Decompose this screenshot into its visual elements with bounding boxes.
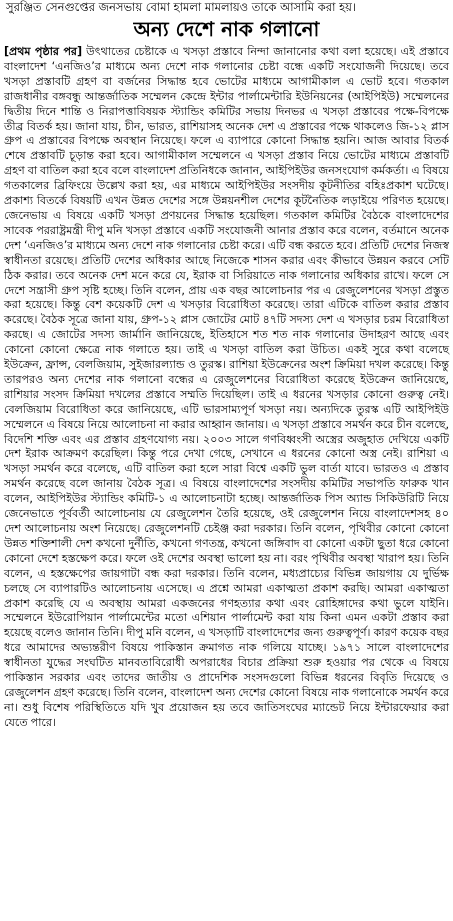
- article-headline: অন্য দেশে নাক গলানো: [133, 17, 320, 41]
- article-body: [4, 45, 449, 731]
- article-text: উৎথাতের চেষ্টাকে এ খসড়া প্রস্তাবে নিন্দা জানানোর কথা বলা হয়েছে। এই প্রস্তাবে বাংলাদেশ ‘এনজিও’র মাধ্যমে অন্য দেশে নাক গলানোর চেষ্টা বন্ধে একটি সংযোজনী দিয়েছে। তবে খসড়া প্রস্তাবটি গ্রহণ বা বর্জনের সিদ্ধান্ত হবে ভোটের মাধ্যমে আগামীকাল এ ভোট হবে। গতকাল রাজধানীর বঙ্গবন্ধু আন্তর্জাতিক সম্মেলন কেন্দ্রে ইন্টার পার্লামেন্টারি ইউনিয়নের (আইপিইউ) সম্মেলনের দ্বিতীয় দিনে শান্তি ও নিরাপত্তাবিষয়ক স্ট্যান্ডিং কমিটির সভায় দিনভর এ খসড়া প্রস্তাবের পক্ষে-বিপক্ষে তীব্র বিতর্ক হয়। জানা যায়, চীন, ভারত, রাশিয়াসহ অনেক দেশ এ প্রস্তাবের পক্ষে থাকলেও জি-১২ প্লাস গ্রুপ এ প্রস্তাবের বিপক্ষে অবস্থান নিয়েছে। ফলে এ ব্যাপারে কোনো সিদ্ধান্ত হয়নি। আজ আবার বিতর্ক শেষে প্রস্তাবটি চূড়ান্ত করা হবে। আগামীকাল সম্মেলনে এ খসড়া প্রস্তাব নিয়ে ভোটের মাধ্যমে প্রস্তাবটি গ্রহণ বা বাতিল করা হবে বলে বাংলাদেশ প্রতিনিধকে জানান, আইপিইউর জনসংযোগ কর্মকর্তা। এ বিষয়ে গতকালের ব্রিফিংয়ে উল্লেখ করা হয়, এর মাধ্যমে আইপিইউর সংসদীয় কূটনীতির বহিঃপ্রকাশ ঘটেছে। প্রকাশ্য বিতর্কে বিষয়টি এখন উন্নত দেশের সঙ্গে উন্নয়নশীল দেশের কূটনৈতিক লড়াইয়ে পরিণত হয়েছে। জেনেভায় এ বিষয়ে একটি খসড়া প্রণয়নের সিদ্ধান্ত হয়েছিল। গতকাল কমিটির বৈঠকে বাংলাদেশের সাবেক পররাষ্ট্রমন্ত্রী দীপু মনি খসড়া প্রস্তাবে একটি সংযোজনী আনার প্রস্তাব করে বলেন, বর্তমানে অনেক দেশ ‘এনজিও’র মাধ্যমে অন্য দেশে নাক গলানোর চেষ্টা করে। এটি বন্ধ করতে হবে। প্রতিটি দেশের নিজস্ব স্বাধীনতা রয়েছে। প্রতিটি দেশের অধিকার আছে নিজেকে শাসন করার এবং কীভাবে উন্নয়ন করবে সেটি ঠিক করার। তবে অনেক দেশ মনে করে যে, ইরাক বা সিরিয়াতে নাক গলানোর অধিকার রাখে। ফলে সে দেশে সন্ত্রাসী গ্রুপ সৃষ্টি হচ্ছে। তিনি বলেন, প্রায় এক বছর আলোচনার পর এ রেজুলেশনের খসড়া প্রস্তুত করা হয়েছে। কিন্তু বেশ কয়েকটি দেশ এ খসড়ার বিরোধিতা করেছে। তারা এটিকে বাতিল করার প্রস্তাব করেছে। বৈঠক সূত্রে জানা যায়, গ্রুপ-১২ প্লাস জোটের মোট ৪৭টি সদস্য দেশ এ খসড়ার চরম বিরোধিতা করছে। এ জোটের সদস্য জার্মানি জানিয়েছে, ইতিহাসে শত শত নাক গলানোর উদাহরণ আছে এবং কোনো কোনো ক্ষেত্রে নাক গলাতে হয়। তাই এ খসড়া বাতিল করা উচিত। একই সুরে কথা বলেছে ইউক্রেন, ফ্রান্স, বেলজিয়াম, সুইজারল্যান্ড ও তুরস্ক। রাশিয়া ইউক্রেনের অংশ ক্রিমিয়া দখল করেছে। কিন্তু তারপরও অন্য দেশের নাক গলানো বন্ধের এ রেজুলেশনের বিরোধিতা করেছে ইউক্রেন জানিয়েছে, রাশিয়ার সংসদ ক্রিমিয়া দখলের প্রস্তাবে সম্মতি দিয়েছিল। তাই এ ধরনের খসড়ার কোনো গুরুত্ব নেই। বেলজিয়াম বিরোধিতা করে জানিয়েছে, এটি ভারসাম্যপূর্ণ খসড়া নয়। অন্যদিকে তুরস্ক এটি আইপিইউ সম্মেলনে এ বিষয়ে নিয়ে আলোচনা না করার আহ্বান জানায়। এ খসড়া প্রস্তাবে সমর্থন করে চীন বলেছে, বিদেশি শক্তি এবং এর প্রস্তাব গ্রহণযোগ্য নয়। ২০০৩ সালে গণবিধ্বংসী অস্ত্রের অজুহাত দেখিয়ে একটি দেশ ইরাক আক্রমণ করেছিল। কিন্তু পরে দেখা গেছে, সেখানে এ ধরনের কোনো অস্ত্র নেই। রাশিয়া এ খসড়া সমর্থন করে বলেছে, এটি বাতিল করা হলে সারা বিশ্বে একটি ভুল বার্তা যাবে। ভারতও এ প্রস্তাব সমর্থন করেছে বলে জানায় বৈঠক সূত্র। এ বিষয়ে বাংলাদেশের সংসদীয় কমিটির সভাপতি ফারুক খান বলেন, আইপিইউর স্ট্যান্ডিং কমিটি-১ এ আলোচনাটা হচ্ছে। আন্তর্জাতিক পিস অ্যান্ড সিকিউরিটি নিয়ে জেনেভাতে পূর্ববর্তী আলোচনায় যে রেজুলেশন তৈরি হয়েছে, ওই রেজুলেশন নিয়ে বাংলাদেশসহ ৪০ দেশ আলোচনায় অংশ নিয়েছে। রেজুলেশনটি চেইঞ্জ করা দরকার। তিনি বলেন, পৃথিবীর কোনো কোনো উন্নত শক্তিশালী দেশ কখনো দুর্নীতি, কখনো গণতন্ত্র, কখনো জঙ্গিবাদ বা কোনো একটা ছুতা ধরে কোনো কোনো দেশে হস্তক্ষেপ করে। ফলে ওই দেশের অবস্থা ভালো হয় না। বরং পৃথিবীর অবস্থা খারাপ হয়। তিনি বলেন, এ হস্তক্ষেপের জায়গাটা বন্ধ করা দরকার। তিনি বলেন, মধ্যপ্রাচ্যের বিভিন্ন জায়গায় যে দুর্ভিক্ষ চলছে সে ব্যাপারটিও আলোচনায় এসেছে। এ প্রশ্নে আমরা একাত্মতা প্রকাশ করছি। আমরা একাত্মতা প্রকাশ করেছি যে এ অবস্থায় আমরা একজনের গণহত্যার কথা এবং রোহিঙ্গাদের কথা ভুলে যাইনি। সম্মেলনে ইউরোপিয়ান পার্লামেন্টের মতো এশিয়ান পার্লামেন্ট করা যায় কিনা এমন একটা প্রস্তাব করা হয়েছে বলেও জানান তিনি। দীপু মনি বলেন, এ খসড়াটি বাংলাদেশের জন্য গুরুত্বপূর্ণ। কারণ কয়েক বছর ধরে আমাদের অভ্যন্তরীণ বিষয়ে পাকিস্তান ক্রমাগত নাক গলিয়ে যাচ্ছে। ১৯৭১ সালে বাংলাদেশের স্বাধীনতা যুদ্ধের সংঘটিত মানবতাবিরোধী অপরাধের বিচার প্রক্রিয়া শুরু হওয়ার পর থেকে এ বিষয়ে পাকিস্তান সরকার এবং তাদের জাতীয় ও প্রাদেশিক সংসদগুলো বিভিন্ন ধরনের বিবৃতি দিয়েছে ও রেজুলেশন গ্রহণ করেছে। তিনি বলেন, বাংলাদেশ অন্য দেশের কোনো বিষয়ে নাক গলানোকে সমর্থন করে না। শুধু বিশেষ পরিস্থিতিতে যদি খুব প্রয়োজন হয় তবে জাতিসংঘের ম্যান্ডেট নিয়ে ইন্টারফেয়ার করা যেতে পারে।: [4, 45, 450, 729]
- lead-continuation-line: সুরঞ্জিত সেনগুপ্তের জনসভায় বোমা হামলা মামলায়ও তাকে আসামি করা হয়।: [6, 0, 357, 14]
- continuation-kicker: [প্রথম পৃষ্ঠার পর]: [4, 45, 83, 58]
